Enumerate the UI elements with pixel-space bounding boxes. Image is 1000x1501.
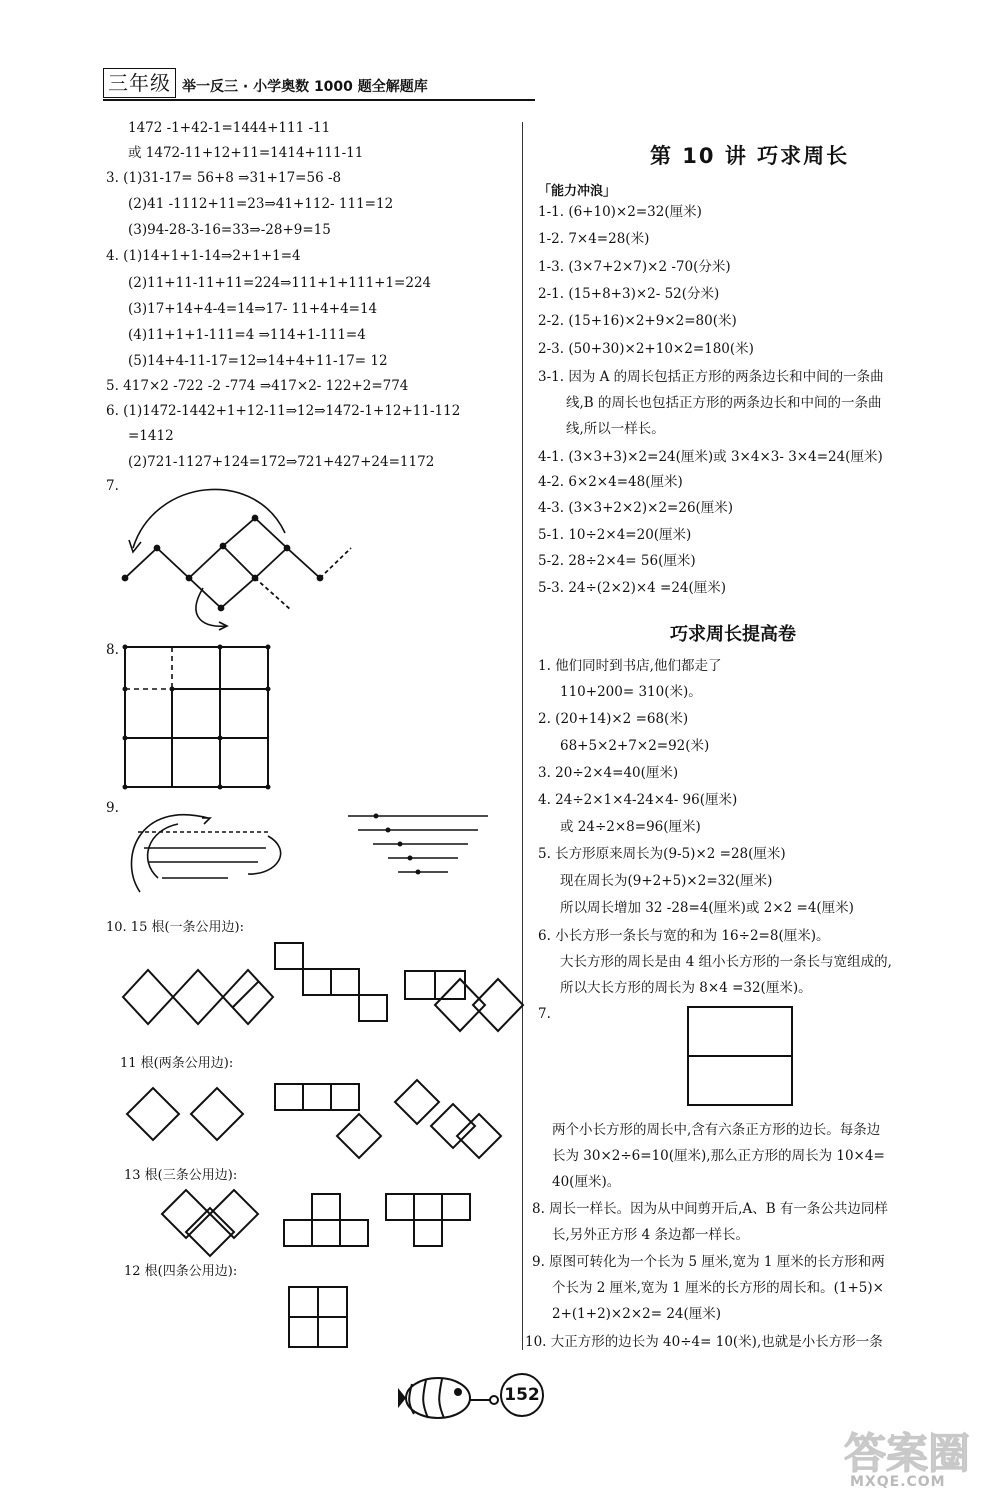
answer-line: 4-2. 6×2×4=48(厘米) bbox=[538, 474, 683, 490]
grade-label: 三年级 bbox=[103, 68, 176, 98]
answer-line: 6. 小长方形一条长与宽的和为 16÷2=8(厘米)。 bbox=[538, 928, 830, 944]
answer-line: 两个小长方形的周长中,含有六条正方形的边长。每条边 bbox=[552, 1122, 881, 1138]
answer-line: 1-2. 7×4=28(米) bbox=[538, 231, 650, 247]
answer-line: 线,所以一样长。 bbox=[566, 421, 665, 437]
answer-line: 所以周长增加 32 -28=4(厘米)或 2×2 =4(厘米) bbox=[560, 900, 854, 916]
answer-line: (3)94-28-3-16=33⇒-28+9=15 bbox=[128, 222, 331, 238]
answer-line: =1412 bbox=[128, 428, 174, 444]
answer-line: 4-3. (3×3+2×2)×2=26(厘米) bbox=[538, 500, 734, 516]
answer-line: 40(厘米)。 bbox=[552, 1174, 621, 1190]
answer-line: (2)11+11-11+11=224⇒111+1+111+1=224 bbox=[128, 275, 432, 291]
figure-9-lines bbox=[118, 800, 508, 900]
header-rule bbox=[103, 99, 535, 101]
answer-line: 12 根(四条公用边): bbox=[124, 1264, 238, 1279]
answer-line: 5-1. 10÷2×4=20(厘米) bbox=[538, 527, 692, 543]
answer-line: 2-2. (15+16)×2+9×2=80(米) bbox=[538, 313, 737, 329]
answer-line: 2+(1+2)×2×2= 24(厘米) bbox=[552, 1306, 722, 1322]
answer-line: 长,另外正方形 4 条边都一样长。 bbox=[552, 1227, 749, 1243]
series-title: 举一反三 · 小学奥数 1000 题全解题库 bbox=[182, 79, 428, 95]
answer-line: 4. (1)14+1+1-14⇒2+1+1=4 bbox=[106, 248, 301, 264]
answer-line: 1. 他们同时到书店,他们都走了 bbox=[538, 658, 722, 674]
watermark-logo bbox=[840, 1420, 990, 1480]
answer-line: 10. 15 根(一条公用边): bbox=[106, 920, 245, 935]
answer-line: (4)11+1+1-111=4 ⇒114+1-111=4 bbox=[128, 327, 366, 343]
answer-line: (2)721-1127+124=172⇒721+427+24=1172 bbox=[128, 454, 435, 470]
answer-line: 5. 417×2 -722 -2 -774 ⇒417×2- 122+2=774 bbox=[106, 378, 409, 394]
answer-line: 5. 长方形原来周长为(9-5)×2 =28(厘米) bbox=[538, 846, 786, 862]
answer-line: 3. 20÷2×4=40(厘米) bbox=[538, 765, 679, 781]
figure-12-12-sticks bbox=[285, 1283, 355, 1363]
page-header bbox=[103, 64, 428, 98]
answer-line: 7. bbox=[106, 478, 119, 494]
answer-line: 9. bbox=[106, 800, 119, 816]
figure-8-grid bbox=[120, 644, 280, 794]
answer-line: 68+5×2+7×2=92(米) bbox=[560, 738, 710, 754]
answer-line: 13 根(三条公用边): bbox=[124, 1168, 238, 1183]
answer-line: 110+200= 310(米)。 bbox=[560, 684, 702, 700]
answer-line: 4-1. (3×3+3)×2=24(厘米)或 3×4×3- 3×4=24(厘米) bbox=[538, 449, 883, 465]
answer-line: 1-1. (6+10)×2=32(厘米) bbox=[538, 204, 702, 220]
page-number: 152 bbox=[500, 1373, 544, 1417]
lecture-title: 第 10 讲 巧求周长 bbox=[650, 144, 850, 168]
answer-line: 6. (1)1472-1442+1+12-11⇒12⇒1472-1+12+11-112 bbox=[106, 403, 461, 419]
answer-line: 2-1. (15+8+3)×2- 52(分米) bbox=[538, 286, 720, 302]
answer-line: 或 1472-11+12+11=1414+111-11 bbox=[128, 145, 364, 161]
answer-line: (2)41 -1112+11=23⇒41+112- 111=12 bbox=[128, 196, 394, 212]
answer-line: 8. bbox=[106, 642, 119, 658]
answer-line: 线,B 的周长也包括正方形的两条边长和中间的一条曲 bbox=[566, 395, 882, 411]
answer-line: 所以大长方形的周长为 8×4 =32(厘米)。 bbox=[560, 980, 812, 996]
watermark-url: MXQE.COM bbox=[850, 1474, 946, 1490]
exam-title: 巧求周长提高卷 bbox=[670, 624, 796, 645]
answer-line: 8. 周长一样长。因为从中间剪开后,A、B 有一条公共边同样 bbox=[532, 1201, 888, 1217]
answer-line: 3-1. 因为 A 的周长包括正方形的两条边长和中间的一条曲 bbox=[538, 369, 884, 385]
answer-line: 大长方形的周长是由 4 组小长方形的一条长与宽组成的, bbox=[560, 954, 892, 970]
figure-7-matchsticks bbox=[115, 478, 355, 628]
figure-13-13-sticks bbox=[150, 1182, 570, 1262]
answer-line: 1472 -1+42-1=1444+111 -11 bbox=[128, 120, 331, 136]
answer-line: 5-3. 24÷(2×2)×4 =24(厘米) bbox=[538, 580, 727, 596]
section-label: 「能力冲浪」 bbox=[538, 184, 617, 199]
answer-line: 3. (1)31-17= 56+8 ⇒31+17=56 -8 bbox=[106, 170, 342, 186]
answer-line: 现在周长为(9+2+5)×2=32(厘米) bbox=[560, 873, 773, 889]
answer-line: (3)17+14+4-4=14⇒17- 11+4+4=14 bbox=[128, 301, 378, 317]
figure-11-11-sticks bbox=[115, 1074, 535, 1174]
watermark-text: 答案圈 bbox=[844, 1429, 971, 1478]
answer-line: 或 24÷2×8=96(厘米) bbox=[560, 819, 701, 835]
mascot-fish-icon bbox=[398, 1368, 498, 1428]
answer-line: 4. 24÷2×1×4-24×4- 96(厘米) bbox=[538, 792, 738, 808]
answer-line: 11 根(两条公用边): bbox=[120, 1056, 234, 1071]
answer-line: 1-3. (3×7+2×7)×2 -70(分米) bbox=[538, 259, 731, 275]
answer-line: 长为 30×2÷6=10(厘米),那么正方形的周长为 10×4= bbox=[552, 1148, 885, 1164]
answer-line: 个长为 2 厘米,宽为 1 厘米的长方形的周长和。(1+5)× bbox=[552, 1280, 884, 1296]
figure-exam-7-rectangle bbox=[686, 1005, 796, 1109]
answer-line: 10. 大正方形的边长为 40÷4= 10(米),也就是小长方形一条 bbox=[525, 1334, 883, 1350]
answer-line: 7. bbox=[538, 1006, 551, 1022]
answer-line: 2-3. (50+30)×2+10×2=180(米) bbox=[538, 341, 754, 357]
answer-line: (5)14+4-11-17=12⇒14+4+11-17= 12 bbox=[128, 353, 388, 369]
answer-line: 2. (20+14)×2 =68(米) bbox=[538, 711, 689, 727]
figure-10-15-sticks bbox=[115, 935, 535, 1035]
answer-line: 9. 原图可转化为一个长为 5 厘米,宽为 1 厘米的长方形和两 bbox=[532, 1254, 885, 1270]
answer-line: 5-2. 28÷2×4= 56(厘米) bbox=[538, 553, 696, 569]
